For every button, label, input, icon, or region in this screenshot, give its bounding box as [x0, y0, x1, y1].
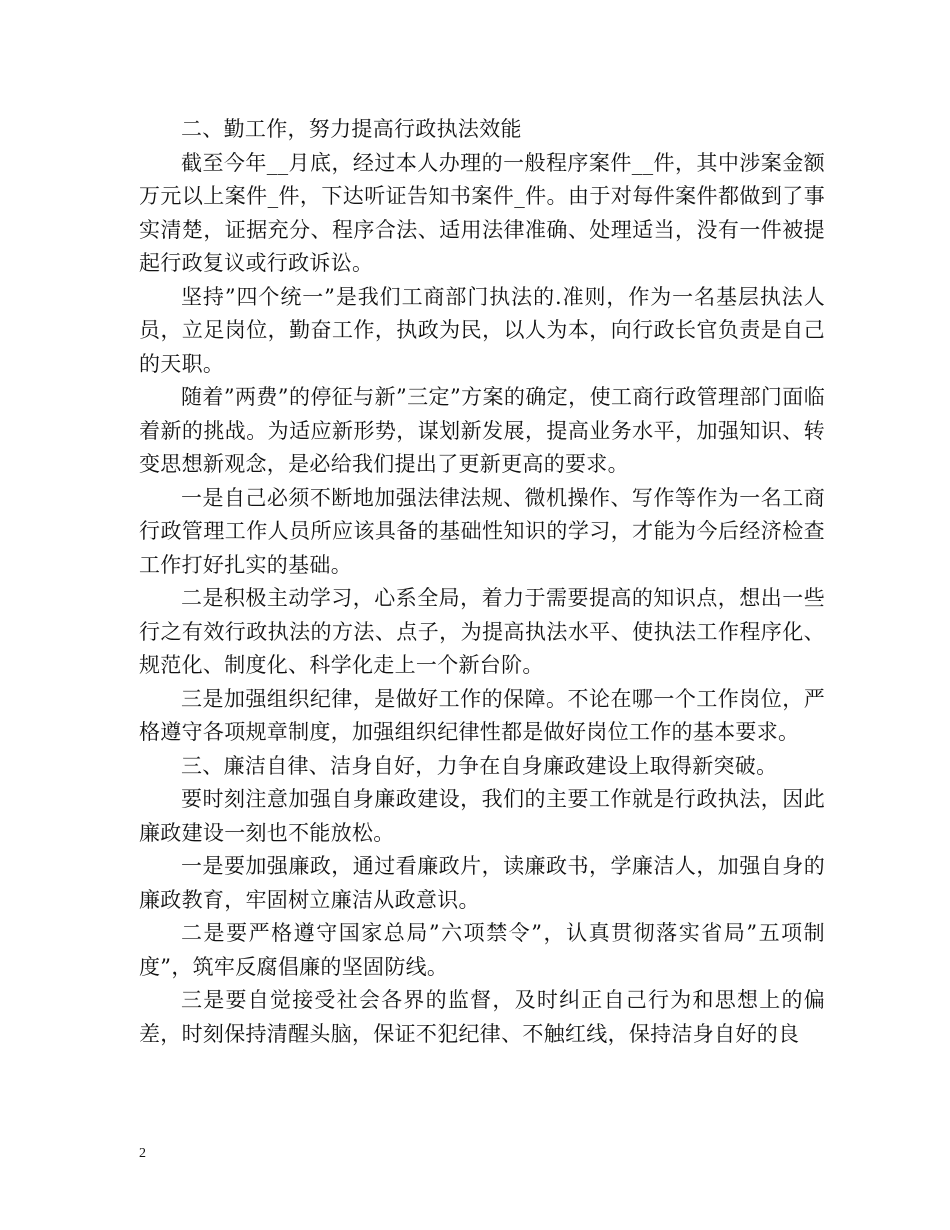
- paragraph-point-2: 二是积极主动学习，心系全局，着力于需要提高的知识点，想出一些行之有效行政执法的方法、点子，为提高执法水平、使执法工作程序化、规范化、制度化、科学化走上一个新台阶。: [139, 586, 825, 677]
- section-heading-3: 三、廉洁自律、洁身自好，力争在自身廉政建设上取得新突破。: [181, 753, 778, 778]
- section-heading-2: 二、勤工作，努力提高行政执法效能: [181, 117, 522, 141]
- paragraph-integrity-intro: 要时刻注意加强自身廉政建设，我们的主要工作就是行政执法，因此廉政建设一刻也不能放松。: [139, 787, 825, 845]
- paragraph-integrity-1: 一是要加强廉政，通过看廉政片，读廉政书，学廉洁人，加强自身的廉政教育，牢固树立廉洁从政意识。: [139, 854, 825, 912]
- document-body: [139, 113, 825, 1051]
- paragraph-point-1: 一是自己必须不断地加强法律法规、微机操作、写作等作为一名工商行政管理工作人员所应该具备的基础性知识的学习，才能为今后经济检查工作打好扎实的基础。: [139, 485, 825, 577]
- paragraph-new-challenges: 随着”两费”的停征与新”三定”方案的确定，使工商行政管理部门面临着新的挑战。为适应新形势，谋划新发展，提高业务水平，加强知识、转变思想新观念，是必给我们提出了更新更高的要求。: [139, 385, 825, 476]
- paragraph-point-3: 三是加强组织纪律，是做好工作的保障。不论在哪一个工作岗位，严格遵守各项规章制度，加强组织纪律性都是做好岗位工作的基本要求。: [139, 686, 825, 744]
- paragraph-integrity-2: 二是要严格遵守国家总局”六项禁令”，认真贯彻落实省局”五项制度”，筑牢反腐倡廉的坚固防线。: [139, 921, 825, 979]
- paragraph-case-stats: 截至今年__月底，经过本人办理的一般程序案件__件，其中涉案金额万元以上案件_件，下达听证告知书案件_件。由于对每件案件都做到了事实清楚，证据充分、程序合法、适用法律准确、处理适当，没有一件被提起行政复议或行政诉讼。: [139, 150, 825, 275]
- page-number: 2: [139, 1146, 146, 1161]
- paragraph-integrity-3: 三是要自觉接受社会各界的监督，及时纠正自己行为和思想上的偏差，时刻保持清醒头脑，保证不犯纪律、不触红线，保持洁身自好的良: [139, 988, 825, 1046]
- paragraph-principles: 坚持”四个统一”是我们工商部门执法的.准则，作为一名基层执法人员，立足岗位，勤奋工作，执政为民，以人为本，向行政长官负责是自己的天职。: [139, 284, 825, 376]
